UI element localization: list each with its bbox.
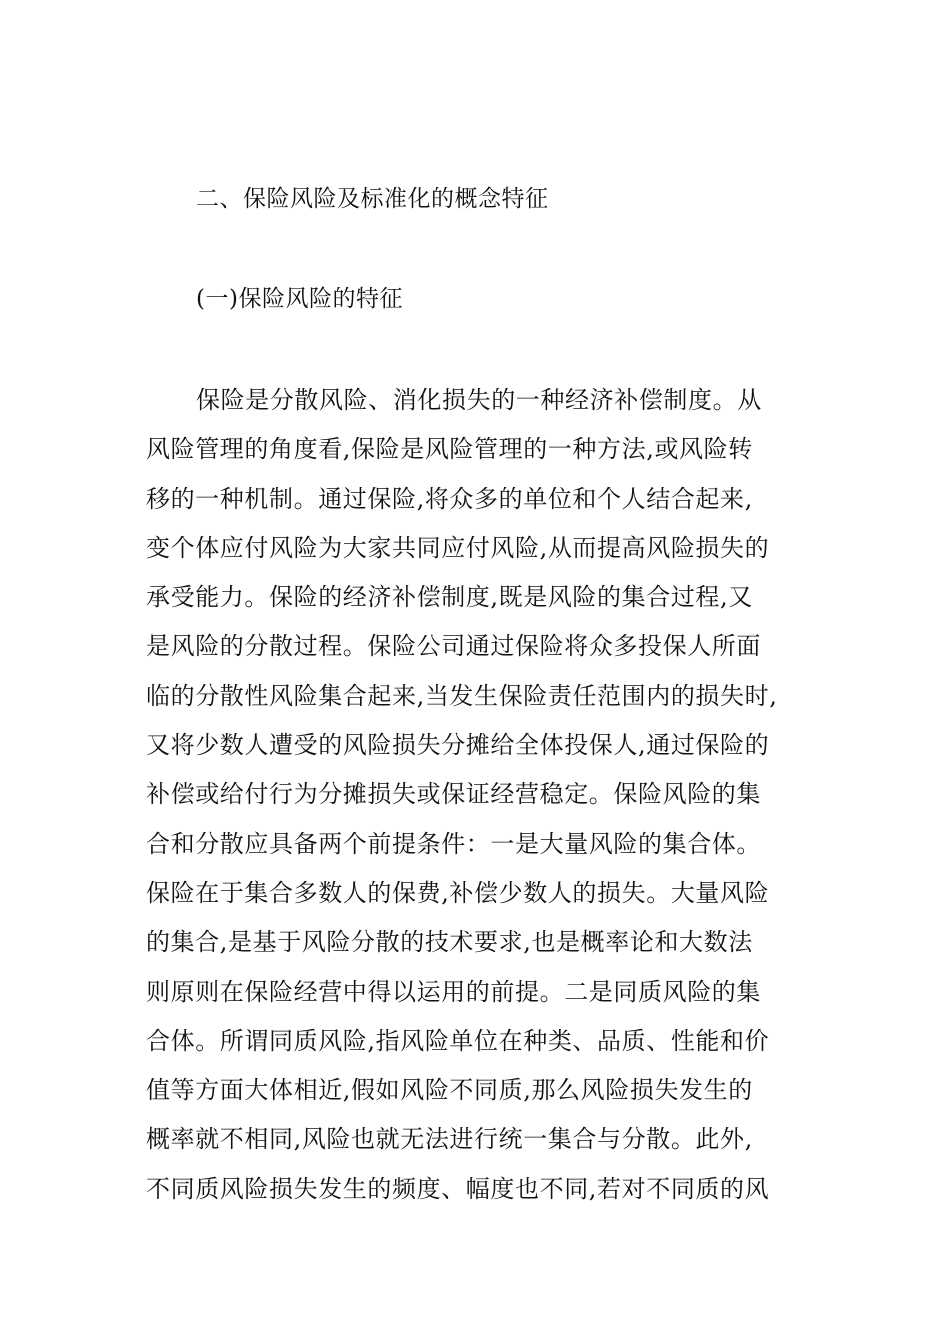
paragraph-line: 是风险的分散过程。保险公司通过保险将众多投保人所面 bbox=[146, 632, 761, 661]
paragraph-line: 概率就不相同,风险也就无法进行统一集合与分散。此外, bbox=[146, 1125, 753, 1154]
paragraph-line: 又将少数人遭受的风险损失分摊给全体投保人,通过保险的 bbox=[146, 731, 770, 760]
paragraph-line: 的集合,是基于风险分散的技术要求,也是概率论和大数法 bbox=[146, 928, 753, 957]
paragraph-line: 保险在于集合多数人的保费,补偿少数人的损失。大量风险 bbox=[146, 878, 770, 907]
paragraph-line: 不同质风险损失发生的频度、幅度也不同,若对不同质的风 bbox=[146, 1174, 770, 1203]
paragraph-line: 变个体应付风险为大家共同应付风险,从而提高风险损失的 bbox=[146, 533, 770, 562]
body-paragraph bbox=[146, 382, 810, 1220]
paragraph-line: 补偿或给付行为分摊损失或保证经营稳定。保险风险的集 bbox=[146, 780, 761, 809]
paragraph-line: 移的一种机制。通过保险,将众多的单位和个人结合起来, bbox=[146, 484, 753, 513]
subsection-heading: (一)保险风险的特征 bbox=[196, 286, 403, 312]
paragraph-line: 风险管理的角度看,保险是风险管理的一种方法,或风险转 bbox=[146, 435, 753, 464]
paragraph-line: 合体。所谓同质风险,指风险单位在种类、品质、性能和价 bbox=[146, 1026, 770, 1055]
paragraph-line: 则原则在保险经营中得以运用的前提。二是同质风险的集 bbox=[146, 977, 761, 1006]
paragraph-line: 合和分散应具备两个前提条件：一是大量风险的集合体。 bbox=[146, 829, 761, 858]
section-heading: 二、保险风险及标准化的概念特征 bbox=[196, 186, 549, 212]
paragraph-line: 临的分散性风险集合起来,当发生保险责任范围内的损失时, bbox=[146, 681, 778, 710]
paragraph-line: 值等方面大体相近,假如风险不同质,那么风险损失发生的 bbox=[146, 1076, 753, 1105]
paragraph-line: 承受能力。保险的经济补偿制度,既是风险的集合过程,又 bbox=[146, 583, 753, 612]
paragraph-line: 保险是分散风险、消化损失的一种经济补偿制度。从 bbox=[196, 386, 762, 414]
